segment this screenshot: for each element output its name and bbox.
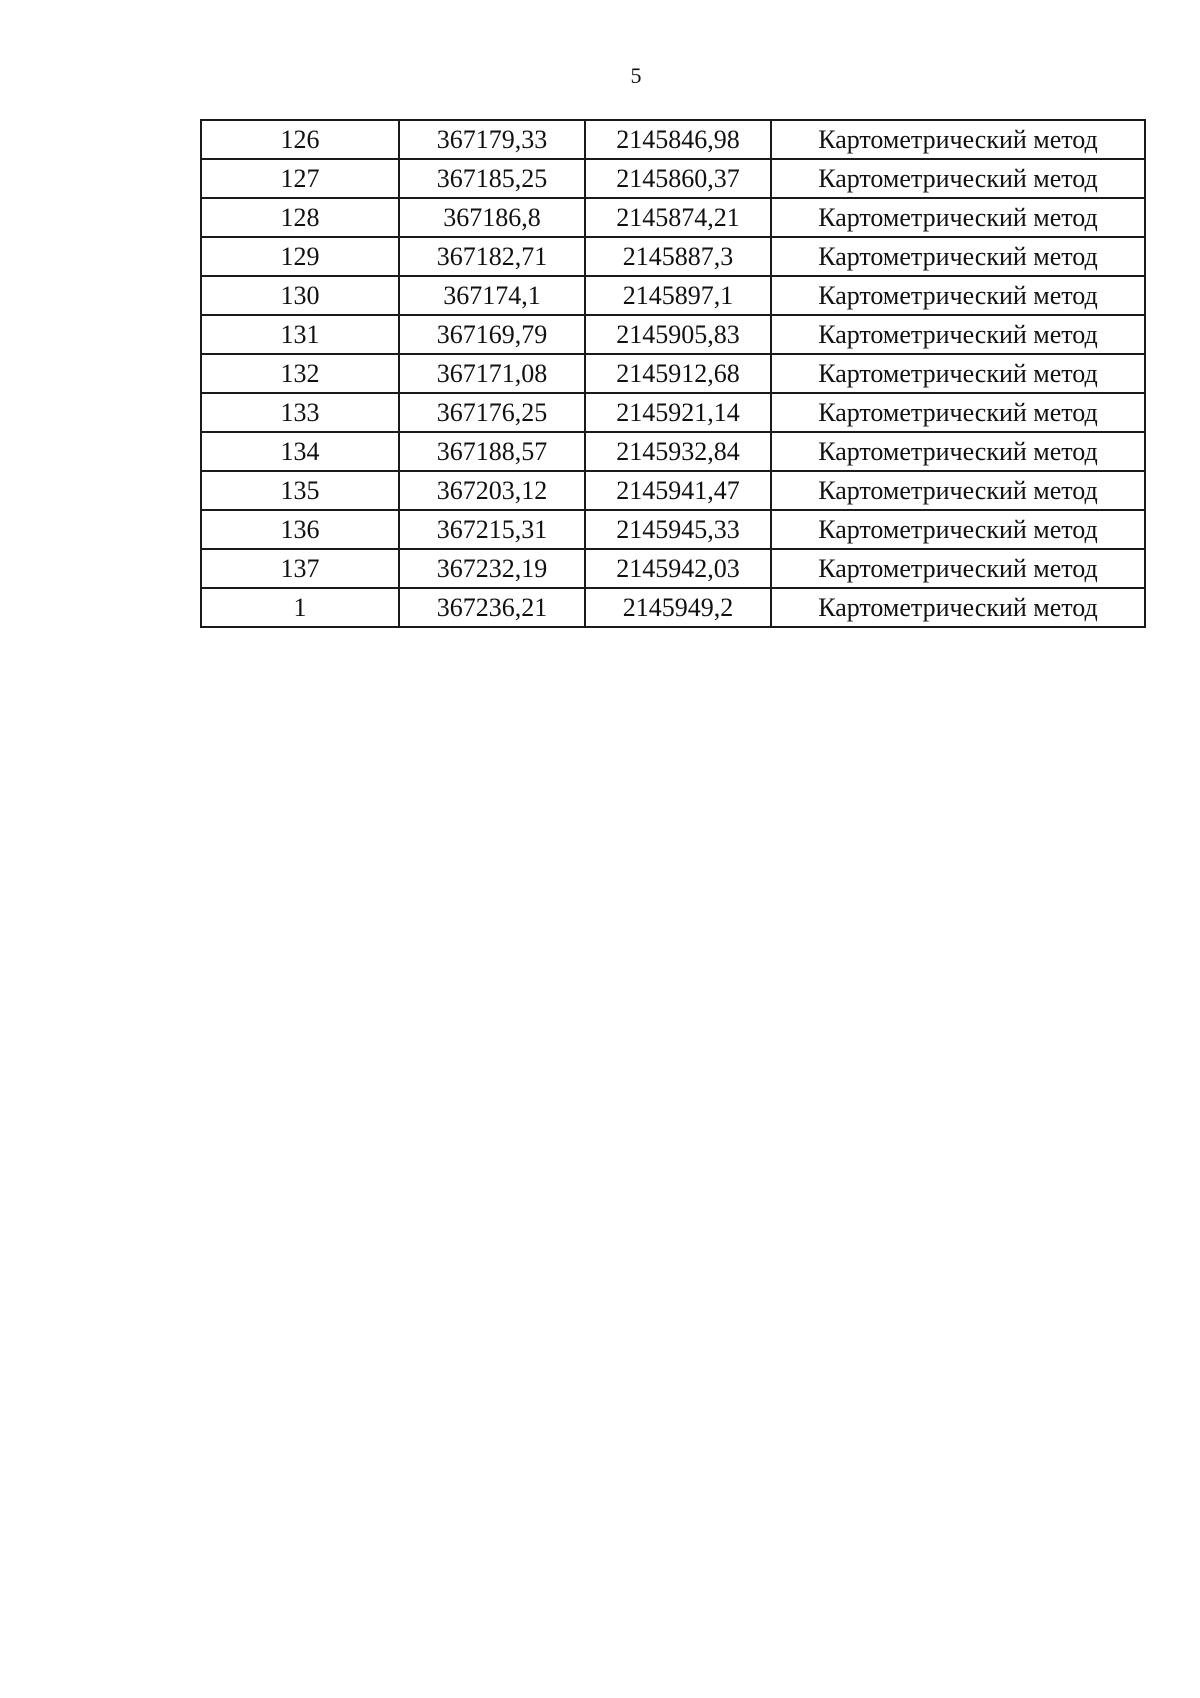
y-coordinate-cell: 2145932,84 [585,432,771,471]
point-number-cell: 127 [201,159,399,198]
table-row [201,549,1145,588]
x-coordinate-cell: 367169,79 [399,315,585,354]
page-number: 5 [630,63,642,88]
x-coordinate-cell: 367188,57 [399,432,585,471]
table-row [201,159,1145,198]
table-row [201,276,1145,315]
point-number-cell: 131 [201,315,399,354]
method-cell: Картометрический метод [771,120,1145,159]
y-coordinate-cell: 2145912,68 [585,354,771,393]
point-number-cell: 134 [201,432,399,471]
method-cell: Картометрический метод [771,471,1145,510]
x-coordinate-cell: 367185,25 [399,159,585,198]
point-number-cell: 130 [201,276,399,315]
point-number-cell: 132 [201,354,399,393]
point-number-cell: 128 [201,198,399,237]
x-coordinate-cell: 367174,1 [399,276,585,315]
point-number-cell: 137 [201,549,399,588]
y-coordinate-cell: 2145942,03 [585,549,771,588]
x-coordinate-cell: 367179,33 [399,120,585,159]
table-row [201,432,1145,471]
coordinates-table [200,119,1146,628]
y-coordinate-cell: 2145897,1 [585,276,771,315]
coordinates-table-body [201,120,1145,627]
method-cell: Картометрический метод [771,159,1145,198]
table-row [201,198,1145,237]
y-coordinate-cell: 2145846,98 [585,120,771,159]
x-coordinate-cell: 367176,25 [399,393,585,432]
table-row [201,510,1145,549]
table-row [201,237,1145,276]
point-number-cell: 129 [201,237,399,276]
x-coordinate-cell: 367236,21 [399,588,585,627]
point-number-cell: 126 [201,120,399,159]
table-row [201,471,1145,510]
x-coordinate-cell: 367215,31 [399,510,585,549]
method-cell: Картометрический метод [771,276,1145,315]
y-coordinate-cell: 2145874,21 [585,198,771,237]
method-cell: Картометрический метод [771,510,1145,549]
table-row [201,315,1145,354]
table-row [201,393,1145,432]
y-coordinate-cell: 2145860,37 [585,159,771,198]
x-coordinate-cell: 367232,19 [399,549,585,588]
method-cell: Картометрический метод [771,237,1145,276]
y-coordinate-cell: 2145945,33 [585,510,771,549]
method-cell: Картометрический метод [771,549,1145,588]
point-number-cell: 1 [201,588,399,627]
y-coordinate-cell: 2145905,83 [585,315,771,354]
point-number-cell: 133 [201,393,399,432]
method-cell: Картометрический метод [771,588,1145,627]
method-cell: Картометрический метод [771,198,1145,237]
y-coordinate-cell: 2145949,2 [585,588,771,627]
x-coordinate-cell: 367171,08 [399,354,585,393]
table-row [201,120,1145,159]
y-coordinate-cell: 2145921,14 [585,393,771,432]
x-coordinate-cell: 367182,71 [399,237,585,276]
point-number-cell: 135 [201,471,399,510]
table-row [201,588,1145,627]
method-cell: Картометрический метод [771,432,1145,471]
point-number-cell: 136 [201,510,399,549]
method-cell: Картометрический метод [771,354,1145,393]
x-coordinate-cell: 367203,12 [399,471,585,510]
y-coordinate-cell: 2145941,47 [585,471,771,510]
table-row [201,354,1145,393]
y-coordinate-cell: 2145887,3 [585,237,771,276]
x-coordinate-cell: 367186,8 [399,198,585,237]
method-cell: Картометрический метод [771,315,1145,354]
method-cell: Картометрический метод [771,393,1145,432]
